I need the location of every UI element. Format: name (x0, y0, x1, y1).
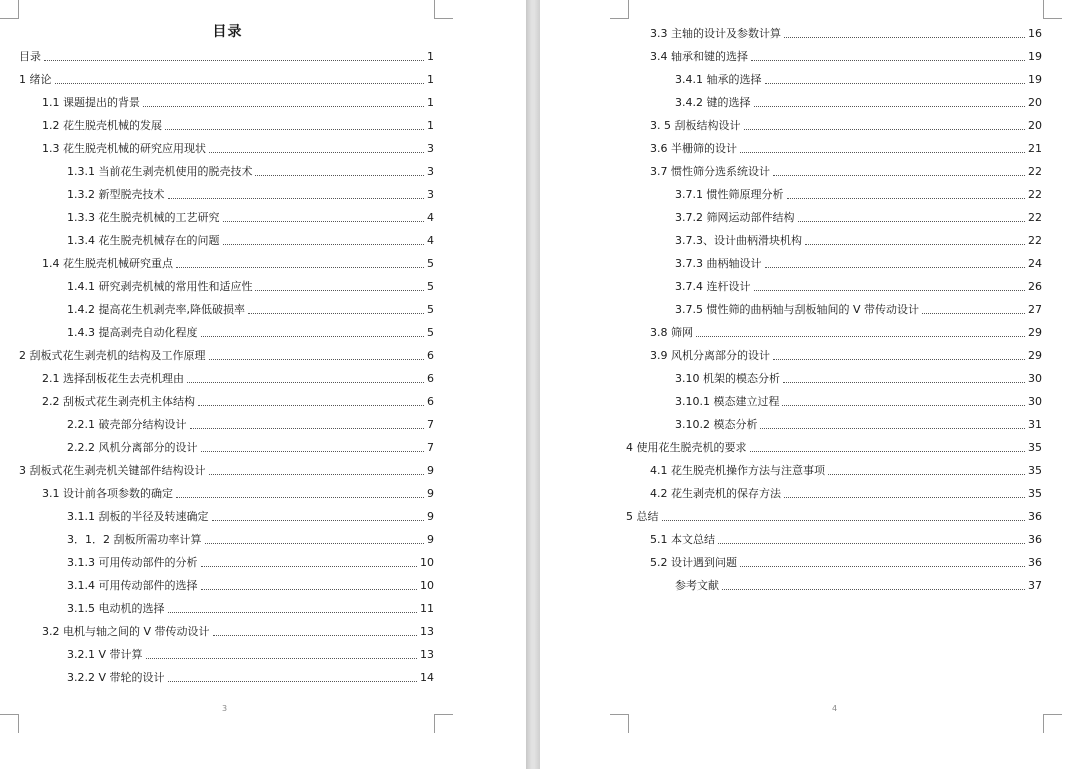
toc-entry-text: 3.10 机架的模态分析 (675, 372, 780, 385)
page-number: 4 (832, 704, 838, 713)
toc-entry-page: 11 (420, 602, 434, 615)
toc-entry-text: 目录 (19, 50, 41, 63)
toc-entry-text: 2.2.1 破壳部分结构设计 (67, 418, 187, 431)
toc-leader (828, 474, 1025, 475)
toc-entry[interactable] (675, 232, 1042, 248)
toc-entry-text: 1.4.1 研究剥壳机械的常用性和适应性 (67, 280, 253, 293)
crop-mark (0, 0, 19, 19)
crop-mark (610, 714, 629, 733)
toc-entry-text: 1.3.2 新型脱壳技术 (67, 188, 165, 201)
toc-entry-page: 7 (427, 441, 434, 454)
toc-entry-page: 22 (1028, 211, 1042, 224)
toc-entry[interactable] (675, 393, 1042, 409)
toc-entry[interactable] (675, 577, 1042, 593)
toc-entry[interactable] (67, 163, 434, 179)
toc-entry[interactable] (42, 94, 434, 110)
toc-entry-text: 3.1.5 电动机的选择 (67, 602, 165, 615)
page-title: 目录 (212, 24, 243, 40)
toc-entry-text: 3.7.2 筛网运动部件结构 (675, 211, 795, 224)
toc-entry[interactable] (67, 439, 434, 455)
toc-leader (740, 152, 1025, 153)
toc-entry-page: 29 (1028, 349, 1042, 362)
toc-entry-text: 3.7.1 惯性筛原理分析 (675, 188, 784, 201)
toc-entry-page: 36 (1028, 556, 1042, 569)
toc-entry-text: 4.2 花生剥壳机的保存方法 (650, 487, 781, 500)
toc-leader (750, 451, 1026, 452)
toc-entry[interactable] (67, 577, 434, 593)
toc-entry-text: 2.2.2 风机分离部分的设计 (67, 441, 198, 454)
toc-entry-page: 14 (420, 671, 434, 684)
toc-leader (201, 566, 418, 567)
toc-entry-page: 4 (427, 234, 434, 247)
toc-leader (783, 382, 1025, 383)
toc-entry-text: 1.3 花生脱壳机械的研究应用现状 (42, 142, 206, 155)
toc-entry[interactable] (650, 25, 1042, 41)
toc-entry-text: 3 刮板式花生剥壳机关键部件结构设计 (19, 464, 206, 477)
toc-entry-text: 3.7.3、设计曲柄滑块机构 (675, 234, 802, 247)
toc-entry[interactable] (626, 439, 1042, 455)
toc-leader (754, 290, 1026, 291)
toc-leader (255, 175, 424, 176)
toc-entry-text: 3.1.1 刮板的半径及转速确定 (67, 510, 209, 523)
toc-entry-page: 9 (427, 487, 434, 500)
toc-entry-page: 35 (1028, 487, 1042, 500)
toc-entry-text: 3.1.4 可用传动部件的选择 (67, 579, 198, 592)
toc-leader (696, 336, 1025, 337)
crop-mark (0, 714, 19, 733)
toc-entry-page: 35 (1028, 464, 1042, 477)
toc-leader (740, 566, 1025, 567)
toc-entry-page: 30 (1028, 372, 1042, 385)
toc-entry-text: 1.4.3 提高剥壳自动化程度 (67, 326, 198, 339)
toc-entry[interactable] (675, 301, 1042, 317)
toc-leader (55, 83, 425, 84)
toc-leader (168, 681, 417, 682)
toc-leader (722, 589, 1025, 590)
toc-entry[interactable] (650, 140, 1042, 156)
toc-leader (213, 635, 417, 636)
toc-entry-page: 19 (1028, 73, 1042, 86)
toc-entry[interactable] (675, 209, 1042, 225)
toc-entry-text: 3.2.2 V 带轮的设计 (67, 671, 165, 684)
toc-leader (787, 198, 1026, 199)
toc-leader (209, 359, 425, 360)
toc-leader (168, 198, 425, 199)
crop-mark (434, 0, 453, 19)
toc-leader (744, 129, 1026, 130)
toc-entry-text: 3.7.5 惯性筛的曲柄轴与刮板轴间的 V 带传动设计 (675, 303, 920, 316)
toc-entry[interactable] (650, 485, 1042, 501)
toc-leader (754, 106, 1026, 107)
toc-entry-text: 1.3.3 花生脱壳机械的工艺研究 (67, 211, 220, 224)
toc-entry-page: 36 (1028, 533, 1042, 546)
toc-entry[interactable] (67, 324, 434, 340)
toc-entry[interactable] (650, 117, 1042, 133)
toc-entry-page: 36 (1028, 510, 1042, 523)
toc-entry[interactable] (675, 278, 1042, 294)
toc-entry-page: 31 (1028, 418, 1042, 431)
toc-entry-text: 3.2 电机与轴之间的 V 带传动设计 (42, 625, 210, 638)
toc-entry[interactable] (650, 347, 1042, 363)
toc-entry-page: 22 (1028, 165, 1042, 178)
toc-entry[interactable] (67, 600, 434, 616)
toc-leader (201, 336, 425, 337)
toc-entry-page: 9 (427, 464, 434, 477)
toc-leader (212, 520, 425, 521)
toc-entry-page: 6 (427, 372, 434, 385)
toc-entry-text: 3.7.3 曲柄轴设计 (675, 257, 762, 270)
toc-entry[interactable] (67, 669, 434, 685)
toc-entry-text: 1.3.1 当前花生剥壳机使用的脱壳技术 (67, 165, 253, 178)
toc-entry-text: 参考文献 (675, 579, 719, 592)
toc-leader (176, 267, 424, 268)
toc-leader (922, 313, 1025, 314)
toc-entry-text: 4 使用花生脱壳机的要求 (626, 441, 747, 454)
toc-entry[interactable] (650, 462, 1042, 478)
toc-leader (190, 428, 425, 429)
toc-entry-page: 9 (427, 510, 434, 523)
crop-mark (610, 0, 629, 19)
toc-leader (662, 520, 1026, 521)
toc-leader (773, 175, 1025, 176)
toc-entry-page: 5 (427, 303, 434, 316)
toc-entry-text: 1.4.2 提高花生机剥壳率,降低破损率 (67, 303, 245, 316)
toc-entry-page: 7 (427, 418, 434, 431)
crop-mark (434, 714, 453, 733)
toc-entry-page: 5 (427, 257, 434, 270)
toc-entry-text: 1.3.4 花生脱壳机械存在的问题 (67, 234, 220, 247)
page-gutter (526, 0, 540, 769)
document-page-left (0, 0, 526, 769)
toc-entry[interactable] (650, 554, 1042, 570)
toc-entry-page: 3 (427, 188, 434, 201)
toc-entry-page: 13 (420, 648, 434, 661)
toc-leader (784, 37, 1025, 38)
crop-mark (1043, 0, 1062, 19)
toc-entry-text: 3.1 设计前各项参数的确定 (42, 487, 173, 500)
toc-entry[interactable] (42, 117, 434, 133)
toc-entry-page: 29 (1028, 326, 1042, 339)
toc-entry-text: 3.10.1 模态建立过程 (675, 395, 780, 408)
toc-entry[interactable] (675, 94, 1042, 110)
toc-entry-text: 3.7 惯性筛分选系统设计 (650, 165, 770, 178)
toc-leader (798, 221, 1026, 222)
toc-entry-text: 3.8 筛网 (650, 326, 693, 339)
toc-entry[interactable] (675, 71, 1042, 87)
toc-leader (765, 83, 1026, 84)
toc-entry[interactable] (626, 508, 1042, 524)
toc-entry[interactable] (675, 255, 1042, 271)
toc-entry[interactable] (67, 301, 434, 317)
toc-leader (198, 405, 424, 406)
toc-entry-text: 1.4 花生脱壳机械研究重点 (42, 257, 173, 270)
toc-entry-text: 3．1．2 刮板所需功率计算 (67, 533, 202, 546)
toc-entry[interactable] (67, 554, 434, 570)
toc-entry[interactable] (42, 393, 434, 409)
toc-leader (143, 106, 424, 107)
toc-leader (223, 221, 425, 222)
toc-leader (176, 497, 424, 498)
toc-entry[interactable] (67, 646, 434, 662)
toc-leader (201, 589, 418, 590)
toc-entry[interactable] (19, 462, 434, 478)
toc-entry-text: 3.1.3 可用传动部件的分析 (67, 556, 198, 569)
toc-entry[interactable] (67, 416, 434, 432)
toc-entry-page: 37 (1028, 579, 1042, 592)
toc-leader (805, 244, 1025, 245)
toc-leader (44, 60, 424, 61)
toc-entry-page: 16 (1028, 27, 1042, 40)
toc-entry-page: 22 (1028, 188, 1042, 201)
toc-entry-page: 10 (420, 579, 434, 592)
toc-entry[interactable] (42, 370, 434, 386)
toc-leader (209, 474, 425, 475)
toc-entry[interactable] (675, 370, 1042, 386)
toc-entry-text: 3.7.4 连杆设计 (675, 280, 751, 293)
document-page-right (540, 0, 1085, 769)
toc-leader (223, 244, 425, 245)
toc-entry-text: 3.4 轴承和键的选择 (650, 50, 748, 63)
toc-leader (187, 382, 424, 383)
toc-entry-text: 5 总结 (626, 510, 659, 523)
toc-entry-page: 13 (420, 625, 434, 638)
toc-entry-page: 1 (427, 73, 434, 86)
toc-entry[interactable] (67, 232, 434, 248)
toc-entry-page: 24 (1028, 257, 1042, 270)
toc-entry[interactable] (19, 48, 434, 64)
toc-entry-page: 22 (1028, 234, 1042, 247)
toc-entry-text: 3. 5 刮板结构设计 (650, 119, 741, 132)
toc-leader (255, 290, 424, 291)
toc-entry-page: 26 (1028, 280, 1042, 293)
toc-entry[interactable] (19, 347, 434, 363)
toc-entry-text: 3.4.1 轴承的选择 (675, 73, 762, 86)
toc-entry-page: 1 (427, 50, 434, 63)
toc-entry[interactable] (42, 255, 434, 271)
toc-entry-page: 10 (420, 556, 434, 569)
toc-entry-page: 35 (1028, 441, 1042, 454)
toc-leader (248, 313, 424, 314)
toc-entry-page: 5 (427, 280, 434, 293)
toc-entry[interactable] (67, 186, 434, 202)
toc-entry-page: 30 (1028, 395, 1042, 408)
toc-entry[interactable] (650, 531, 1042, 547)
toc-entry[interactable] (19, 71, 434, 87)
toc-entry[interactable] (67, 531, 434, 547)
toc-leader (784, 497, 1025, 498)
toc-leader (760, 428, 1025, 429)
toc-entry-page: 6 (427, 395, 434, 408)
toc-entry[interactable] (42, 140, 434, 156)
toc-entry-page: 20 (1028, 119, 1042, 132)
toc-entry-text: 1.2 花生脱壳机械的发展 (42, 119, 162, 132)
toc-leader (201, 451, 425, 452)
toc-entry[interactable] (675, 186, 1042, 202)
toc-entry[interactable] (67, 209, 434, 225)
toc-leader (209, 152, 424, 153)
toc-entry-text: 2 刮板式花生剥壳机的结构及工作原理 (19, 349, 206, 362)
toc-leader (773, 359, 1025, 360)
toc-entry[interactable] (42, 485, 434, 501)
toc-entry-page: 27 (1028, 303, 1042, 316)
toc-entry-page: 21 (1028, 142, 1042, 155)
toc-entry-page: 19 (1028, 50, 1042, 63)
toc-entry[interactable] (650, 48, 1042, 64)
toc-entry-text: 3.6 半栅筛的设计 (650, 142, 737, 155)
crop-mark (1043, 714, 1062, 733)
toc-leader (165, 129, 424, 130)
toc-leader (782, 405, 1025, 406)
toc-entry-text: 5.1 本文总结 (650, 533, 715, 546)
toc-leader (168, 612, 418, 613)
toc-entry[interactable] (650, 163, 1042, 179)
toc-entry-page: 4 (427, 211, 434, 224)
toc-entry-text: 3.2.1 V 带计算 (67, 648, 143, 661)
toc-entry-text: 3.10.2 模态分析 (675, 418, 758, 431)
toc-entry-page: 3 (427, 142, 434, 155)
toc-entry-page: 9 (427, 533, 434, 546)
toc-entry-text: 3.3 主轴的设计及参数计算 (650, 27, 781, 40)
toc-entry-page: 1 (427, 96, 434, 109)
toc-entry-text: 1 绪论 (19, 73, 52, 86)
toc-entry-page: 1 (427, 119, 434, 132)
toc-entry[interactable] (650, 324, 1042, 340)
toc-entry-text: 2.2 刮板式花生剥壳机主体结构 (42, 395, 195, 408)
toc-entry-page: 5 (427, 326, 434, 339)
toc-leader (146, 658, 417, 659)
toc-entry[interactable] (67, 278, 434, 294)
toc-entry-text: 1.1 课题提出的背景 (42, 96, 140, 109)
toc-entry-page: 3 (427, 165, 434, 178)
toc-entry-text: 3.9 风机分离部分的设计 (650, 349, 770, 362)
toc-entry-text: 2.1 选择刮板花生去壳机理由 (42, 372, 184, 385)
toc-entry-text: 3.4.2 键的选择 (675, 96, 751, 109)
toc-entry[interactable] (42, 623, 434, 639)
toc-leader (765, 267, 1026, 268)
toc-entry[interactable] (675, 416, 1042, 432)
toc-entry[interactable] (67, 508, 434, 524)
toc-leader (205, 543, 425, 544)
toc-leader (751, 60, 1025, 61)
page-number: 3 (222, 704, 228, 713)
toc-entry-text: 5.2 设计遇到问题 (650, 556, 737, 569)
toc-entry-page: 6 (427, 349, 434, 362)
toc-entry-page: 20 (1028, 96, 1042, 109)
toc-leader (718, 543, 1025, 544)
toc-entry-text: 4.1 花生脱壳机操作方法与注意事项 (650, 464, 825, 477)
